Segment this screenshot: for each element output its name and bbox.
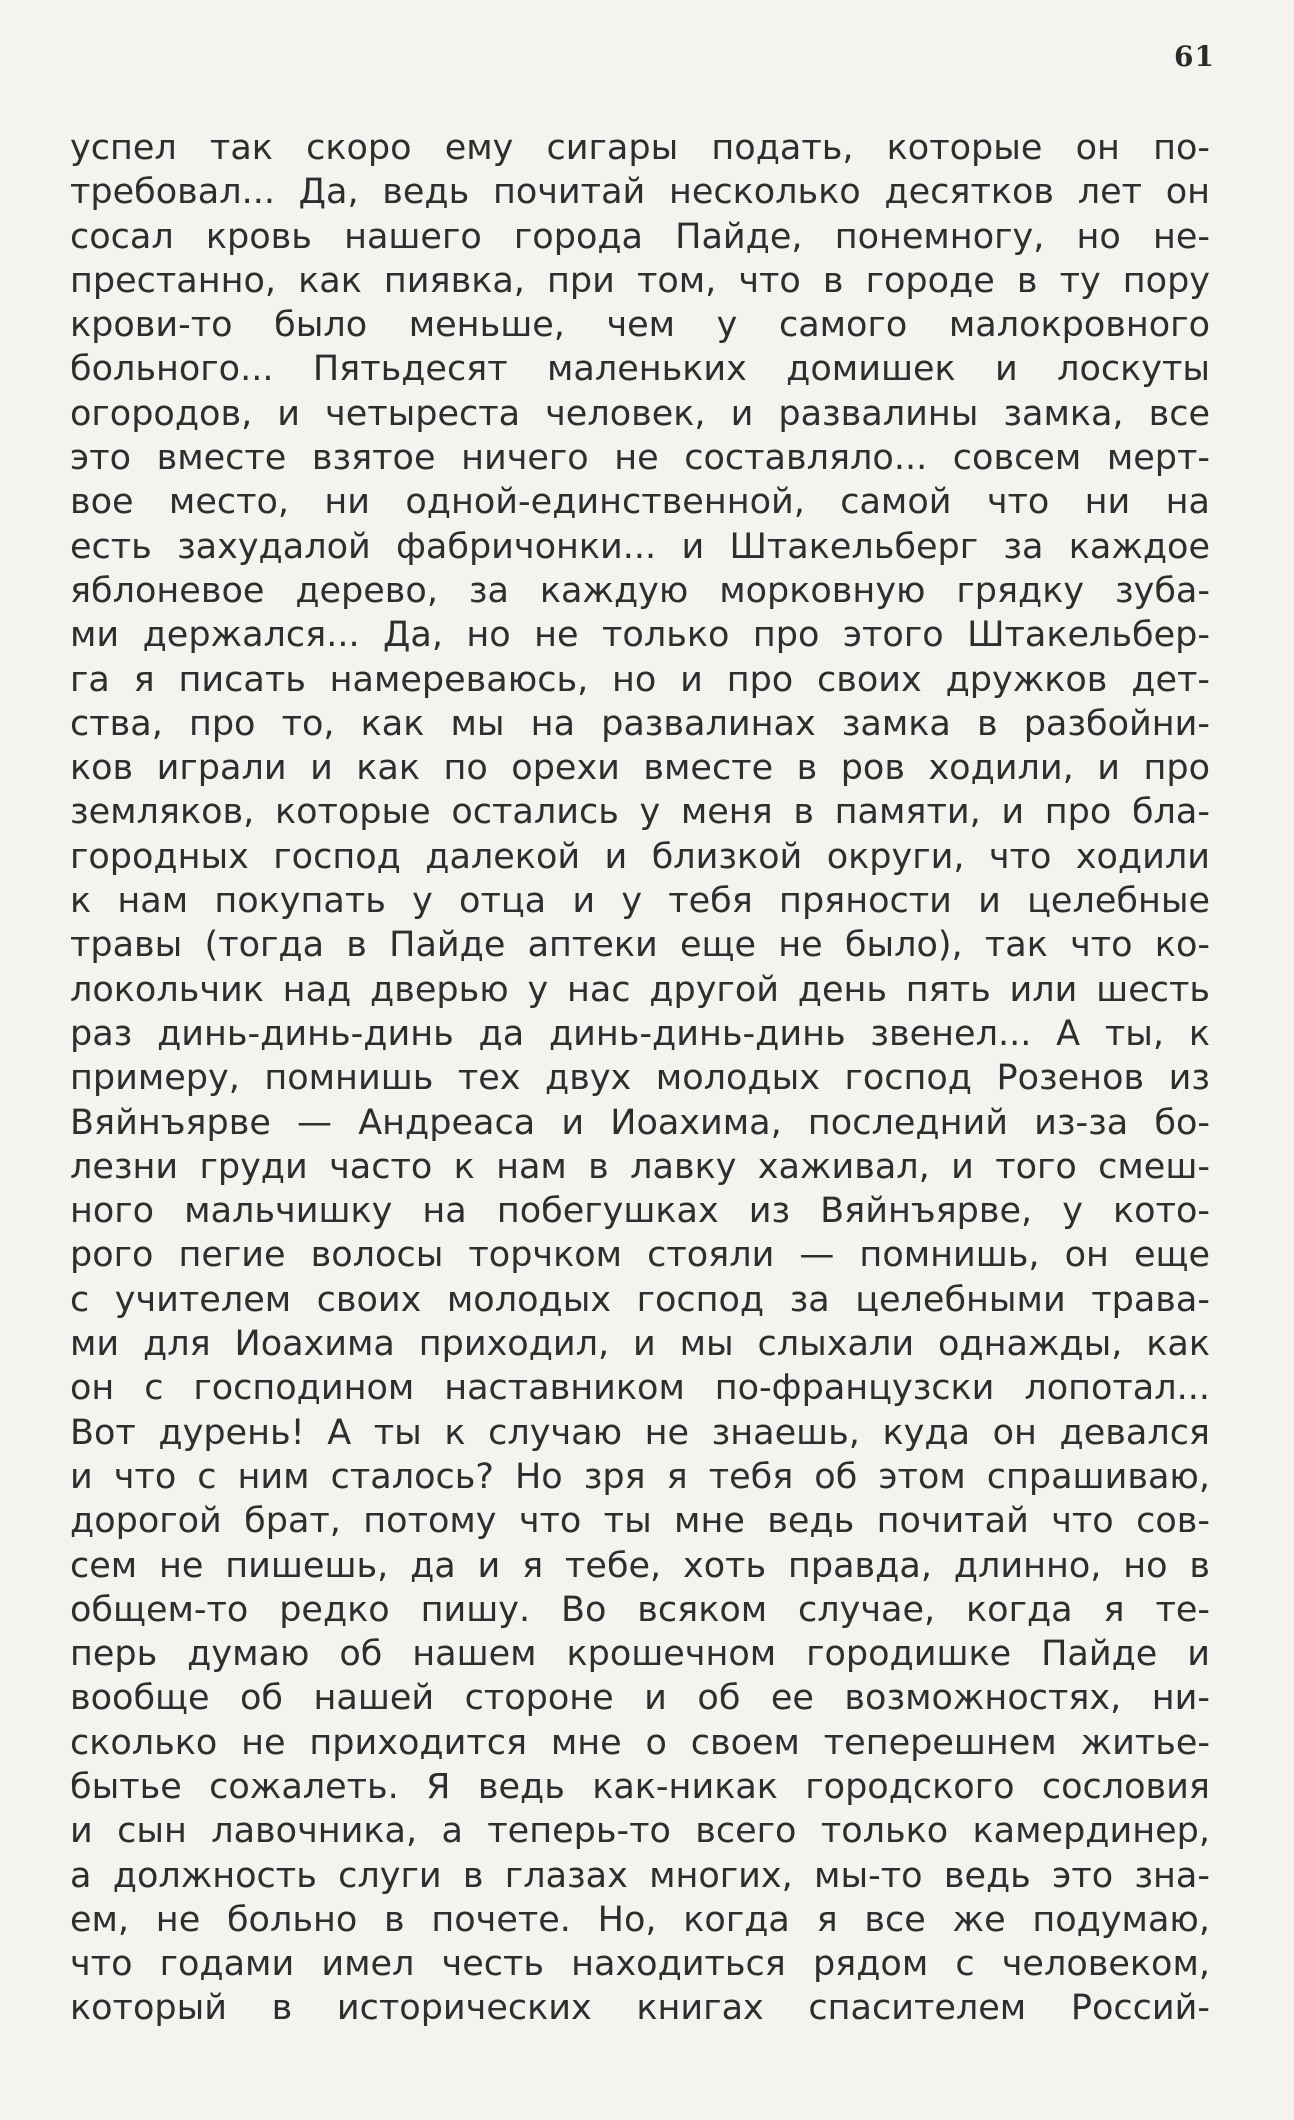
text-line: примеру, помнишь тех двух молодых господ Розенов из (70, 1058, 1210, 1099)
text-line: с учителем своих молодых господ за целебными трава- (70, 1279, 1210, 1320)
text-line: лезни груди часто к нам в лавку хаживал, и того смеш- (70, 1146, 1210, 1187)
text-line: это вместе взятое ничего не составляло... совсем мерт- (70, 438, 1210, 479)
text-line: успел так скоро ему сигары подать, которые он по- (70, 128, 1210, 168)
text-line: яблоневое дерево, за каждую морковную грядку зуба- (70, 570, 1210, 611)
text-line: и сын лавочника, а теперь-то всего только камердинер, (70, 1811, 1210, 1852)
text-line: он с господином наставником по-французски лопотал... (70, 1368, 1210, 1409)
text-line: общем-то редко пишу. Во всяком случае, когда я те- (70, 1589, 1210, 1630)
page-number: 61 (1174, 40, 1215, 73)
text-line: га я писать намереваюсь, но и про своих дружков дет- (70, 659, 1210, 700)
text-line: сколько не приходится мне о своем теперешнем житье- (70, 1722, 1210, 1763)
body-text (70, 126, 1210, 2031)
text-line: и что с ним сталось? Но зря я тебя об этом спрашиваю, (70, 1456, 1210, 1497)
text-line: перь думаю об нашем крошечном городишке Пайде и (70, 1634, 1210, 1675)
text-line: к нам покупать у отца и у тебя пряности и целебные (70, 881, 1210, 922)
text-line: бытье сожалеть. Я ведь как-никак городского сословия (70, 1766, 1210, 1807)
text-line: Вяйнъярве — Андреаса и Иоахима, последний из-за бо- (70, 1102, 1210, 1143)
text-line: ми держался... Да, но не только про этого Штакельбер- (70, 615, 1210, 656)
text-line: крови-то было меньше, чем у самого малокровного (70, 305, 1210, 346)
text-line: ного мальчишку на побегушках из Вяйнъярве, у кото- (70, 1191, 1210, 1232)
text-line: раз динь-динь-динь да динь-динь-динь звенел... А ты, к (70, 1013, 1210, 1054)
text-line: есть захудалой фабричонки... и Штакельберг за каждое (70, 526, 1210, 567)
text-line: Вот дурень! А ты к случаю не знаешь, куда он девался (70, 1412, 1210, 1453)
text-line: престанно, как пиявка, при том, что в городе в ту пору (70, 260, 1210, 301)
text-line: рого пегие волосы торчком стояли — помнишь, он еще (70, 1235, 1210, 1276)
text-line: сосал кровь нашего города Пайде, понемногу, но не- (70, 216, 1210, 257)
text-line: ем, не больно в почете. Но, когда я все же подумаю, (70, 1899, 1210, 1940)
text-line: что годами имел честь находиться рядом с человеком, (70, 1944, 1210, 1985)
text-line: локольчик над дверью у нас другой день пять или шесть (70, 969, 1210, 1010)
text-line: а должность слуги в глазах многих, мы-то ведь это зна- (70, 1855, 1210, 1896)
text-line: вообще об нашей стороне и об ее возможностях, ни- (70, 1678, 1210, 1719)
text-line: городных господ далекой и близкой округи, что ходили (70, 836, 1210, 877)
text-line: дорогой брат, потому что ты мне ведь почитай что сов- (70, 1501, 1210, 1542)
text-line: ми для Иоахима приходил, и мы слыхали однажды, как (70, 1324, 1210, 1365)
text-line: ства, про то, как мы на развалинах замка в разбойни- (70, 703, 1210, 744)
text-line: огородов, и четыреста человек, и развалины замка, все (70, 393, 1210, 434)
text-line: сем не пишешь, да и я тебе, хоть правда, длинно, но в (70, 1545, 1210, 1586)
text-line: вое место, ни одной-единственной, самой что ни на (70, 482, 1210, 523)
text-line: земляков, которые остались у меня в памяти, и про бла- (70, 792, 1210, 833)
text-line: который в исторических книгах спасителем Россий- (70, 1988, 1210, 2029)
text-line: требовал... Да, ведь почитай несколько десятков лет он (70, 172, 1210, 213)
text-line: травы (тогда в Пайде аптеки еще не было), так что ко- (70, 925, 1210, 966)
text-line: больного... Пятьдесят маленьких домишек и лоскуты (70, 349, 1210, 390)
text-line: ков играли и как по орехи вместе в ров ходили, и про (70, 748, 1210, 789)
